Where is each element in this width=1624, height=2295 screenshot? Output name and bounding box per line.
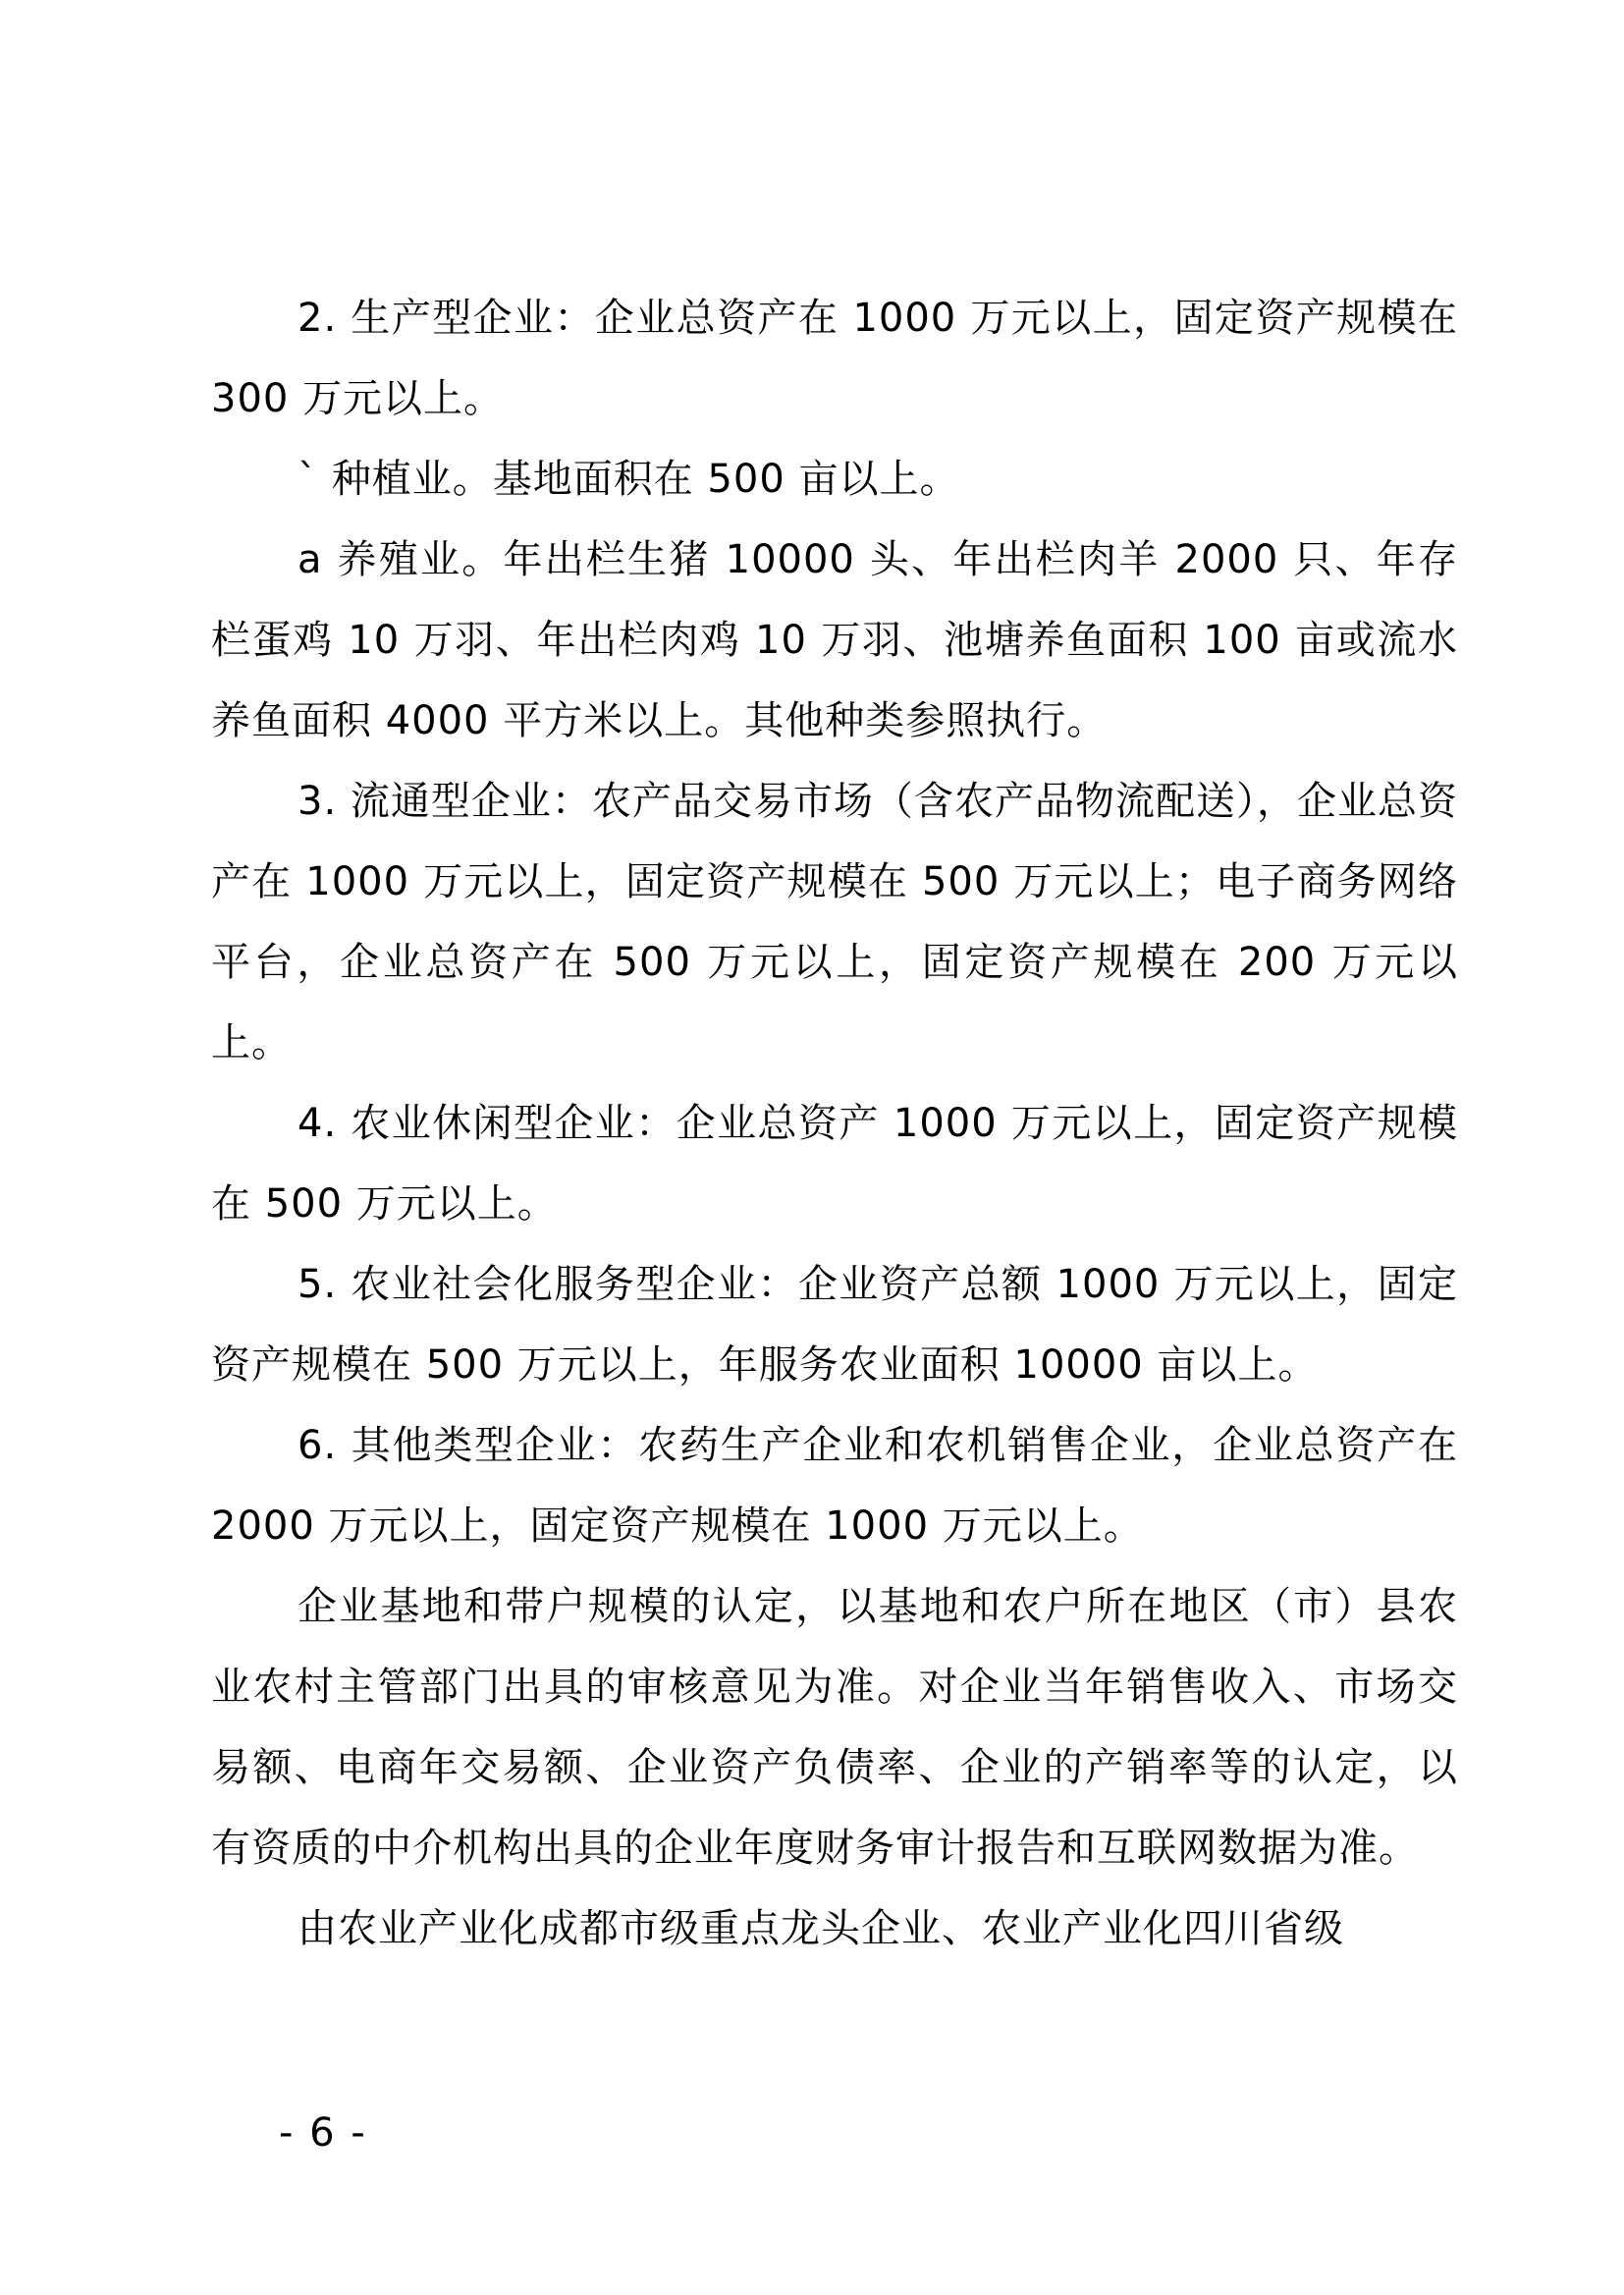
page-number: - 6 - — [279, 2110, 367, 2156]
paragraph-leisure-enterprise: 4. 农业休闲型企业：企业总资产 1000 万元以上，固定资产规模在 500 万元以上。 — [211, 1101, 1458, 1227]
document-body — [211, 278, 1458, 1969]
paragraph-certification: 企业基地和带户规模的认定，以基地和农户所在地区（市）县农业农村主管部门出具的审核意见为准。对企业当年销售收入、市场交易额、电商年交易额、企业资产负债率、企业的产销率等的认定，以有资质的中介机构出具的企业年度财务审计报告和互联网数据为准。 — [211, 1584, 1458, 1871]
paragraph-circulation-enterprise: 3. 流通型企业：农产品交易市场（含农产品物流配送），企业总资产在 1000 万元以上，固定资产规模在 500 万元以上；电子商务网络平台，企业总资产在 500 万元以上，固定资产规模在 200 万元以上。 — [211, 779, 1458, 1066]
paragraph-service-enterprise: 5. 农业社会化服务型企业：企业资产总额 1000 万元以上，固定资产规模在 500 万元以上，年服务农业面积 10000 亩以上。 — [211, 1262, 1458, 1388]
paragraph-planting: ` 种植业。基地面积在 500 亩以上。 — [298, 457, 960, 502]
paragraph-continuation: 由农业产业化成都市级重点龙头企业、农业产业化四川省级 — [298, 1906, 1344, 1951]
paragraph-production-enterprise: 2. 生产型企业：企业总资产在 1000 万元以上，固定资产规模在 300 万元以上。 — [211, 296, 1458, 421]
paragraph-breeding: a 养殖业。年出栏生猪 10000 头、年出栏肉羊 2000 只、年存栏蛋鸡 10 万羽、年出栏肉鸡 10 万羽、池塘养鱼面积 100 亩或流水养鱼面积 4000 平方米以上。其他种类参照执行。 — [211, 537, 1458, 743]
paragraph-other-enterprise: 6. 其他类型企业：农药生产企业和农机销售企业，企业总资产在 2000 万元以上，固定资产规模在 1000 万元以上。 — [211, 1423, 1458, 1549]
